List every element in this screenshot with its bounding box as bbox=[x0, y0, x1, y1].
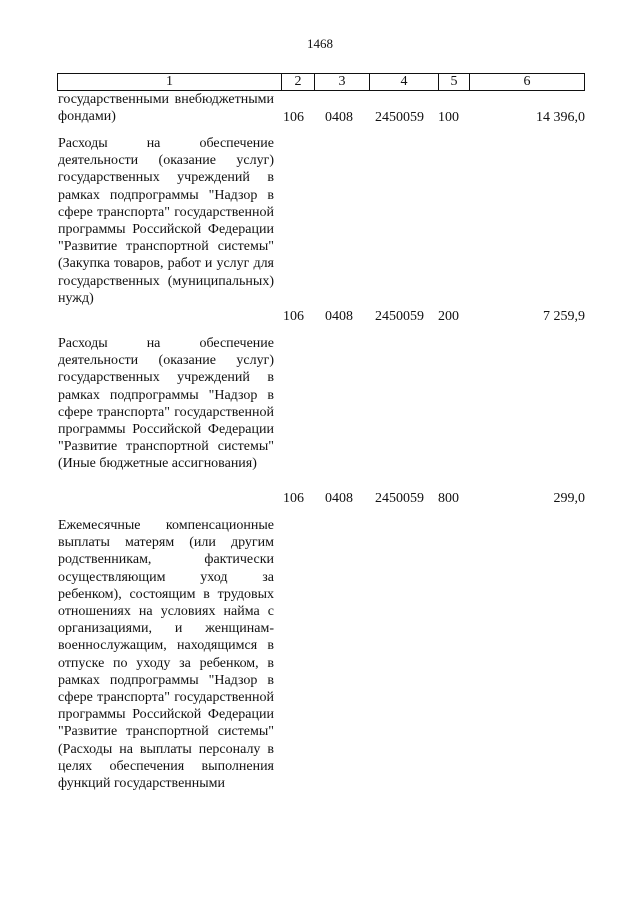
row-1-amount: 14 396,0 bbox=[536, 110, 585, 125]
row-3-type: 800 bbox=[438, 491, 459, 506]
header-col-2: 2 bbox=[294, 74, 302, 89]
row-4-description: Ежемесячные компенсационные выплаты матерям (или другим родственникам, фактически осуществляющим уход за ребенком), состоящим в трудовых отношениях на условиях найма с организациями, и женщинам-военнослужащим, находящимся в отпуске по уходу за ребенком, в рамках подпрограммы "Надзор в сфере транспорта" государственной программы Российской Федерации "Развитие транспортной системы" (Расходы на выплаты персоналу в целях обеспечения выполнения функций государственными bbox=[58, 518, 274, 792]
row-2-type: 200 bbox=[438, 309, 459, 324]
header-col-3: 3 bbox=[338, 74, 346, 89]
header-col-6: 6 bbox=[523, 74, 531, 89]
row-1-type: 100 bbox=[438, 110, 459, 125]
row-2-target: 2450059 bbox=[375, 309, 424, 324]
row-2-amount: 7 259,9 bbox=[543, 309, 585, 324]
row-1-description: государственными внебюджетными фондами) bbox=[58, 92, 274, 125]
table-header-row bbox=[57, 73, 585, 91]
row-3-amount: 299,0 bbox=[553, 491, 585, 506]
row-3-description: Расходы на обеспечение деятельности (оказание услуг) государственных учреждений в рамках подпрограммы "Надзор в сфере транспорта" государственной программы Российской Федерации "Развитие транспортной системы" (Иные бюджетные ассигнования) bbox=[58, 336, 274, 472]
page-number: 1468 bbox=[307, 36, 333, 51]
header-col-4: 4 bbox=[400, 74, 408, 89]
row-2-section: 0408 bbox=[325, 309, 353, 324]
header-col-5: 5 bbox=[450, 74, 458, 89]
row-2-description: Расходы на обеспечение деятельности (оказание услуг) государственных учреждений в рамках подпрограммы "Надзор в сфере транспорта" государственной программы Российской Федерации "Развитие транспортной системы" (Закупка товаров, работ и услуг для государственных (муниципальных) нужд) bbox=[58, 136, 274, 306]
row-3-section: 0408 bbox=[325, 491, 353, 506]
header-col-1: 1 bbox=[166, 74, 173, 89]
row-1-code: 106 bbox=[283, 110, 304, 125]
row-1-target: 2450059 bbox=[375, 110, 424, 125]
row-2-code: 106 bbox=[283, 309, 304, 324]
row-3-code: 106 bbox=[283, 491, 304, 506]
row-3-target: 2450059 bbox=[375, 491, 424, 506]
row-1-section: 0408 bbox=[325, 110, 353, 125]
